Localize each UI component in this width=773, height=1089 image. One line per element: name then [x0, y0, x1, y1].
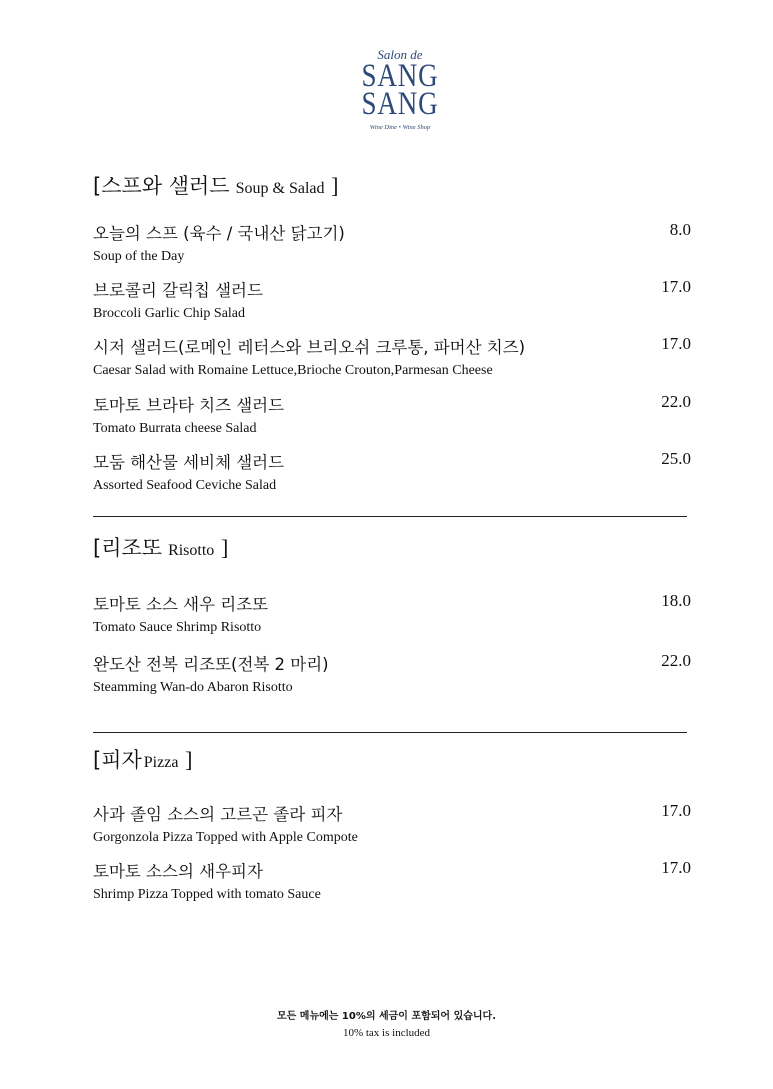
menu-item: [93, 801, 691, 846]
logo-line-1: SANG: [361, 58, 439, 94]
menu-item-name-ko: 완도산 전복 리조또(전복 2 마리): [93, 655, 329, 674]
menu-item-name-en: Tomato Burrata cheese Salad: [93, 421, 257, 436]
section-title-ko: [스프와 샐러드: [93, 174, 230, 198]
menu-item: [93, 392, 691, 437]
menu-item-name-en: Soup of the Day: [93, 249, 185, 264]
menu-item-name-en: Caesar Salad with Romaine Lettuce,Brioche Crouton,Parmesan Cheese: [93, 363, 493, 378]
menu-item: [93, 277, 691, 322]
section-title-pizza: [93, 744, 192, 774]
menu-item: [93, 591, 691, 636]
section-title-ko: [피자: [93, 748, 142, 772]
section-divider: [93, 732, 687, 733]
menu-item: [93, 449, 691, 494]
menu-item-price: 25.0: [661, 449, 691, 468]
menu-item-name-en: Shrimp Pizza Topped with tomato Sauce: [93, 887, 321, 902]
section-title-close: ]: [185, 747, 193, 772]
menu-item: [93, 220, 691, 265]
menu-item-price: 22.0: [661, 392, 691, 411]
section-title-soup-salad: [93, 170, 339, 200]
section-title-close: ]: [331, 173, 339, 198]
menu-item-name-ko: 시저 샐러드(로메인 레터스와 브리오쉬 크루통, 파머산 치즈): [93, 338, 526, 357]
logo-salon-de: Salon de: [377, 47, 423, 62]
menu-item-price: 22.0: [661, 651, 691, 670]
menu-item-name-ko: 모둠 해산물 세비체 샐러드: [93, 453, 285, 472]
menu-item: [93, 858, 691, 903]
footer-note-ko: 모든 메뉴에는 10%의 세금이 포함되어 있습니다.: [276, 1011, 497, 1022]
logo-tagline: Wine Dine • Wine Shop: [369, 124, 431, 131]
menu-item-name-ko: 브로콜리 갈릭칩 샐러드: [93, 281, 263, 300]
menu-item-price: 17.0: [661, 334, 691, 353]
footer-tax-note: [0, 1008, 773, 1042]
menu-item-name-en: Steamming Wan-do Abaron Risotto: [93, 680, 293, 695]
menu-item-name-ko: 토마토 소스 새우 리조또: [93, 595, 269, 614]
logo: [330, 48, 470, 131]
section-title-close: ]: [220, 535, 229, 560]
section-title-ko: [리조또: [93, 536, 163, 560]
menu-item-name-en: Gorgonzola Pizza Topped with Apple Compote: [93, 830, 358, 845]
menu-item-price: 17.0: [661, 858, 691, 877]
section-title-en: Soup & Salad: [235, 180, 325, 197]
section-title-en: Risotto: [168, 542, 215, 559]
footer-note-en: 10% tax is included: [342, 1027, 431, 1039]
menu-item-price: 18.0: [661, 591, 691, 610]
menu-item-name-ko: 토마토 소스의 새우피자: [93, 862, 263, 881]
logo-line-2: SANG: [361, 86, 439, 122]
menu-item-name-en: Assorted Seafood Ceviche Salad: [93, 478, 277, 493]
menu-item-name-en: Broccoli Garlic Chip Salad: [93, 306, 246, 321]
menu-item-name-en: Tomato Sauce Shrimp Risotto: [93, 620, 262, 635]
menu-item-name-ko: 오늘의 스프 (육수 / 국내산 닭고기): [93, 224, 345, 243]
menu-item: [93, 651, 691, 696]
menu-item-price: 8.0: [669, 220, 691, 239]
menu-item-price: 17.0: [661, 277, 691, 296]
section-title-risotto: [93, 532, 228, 562]
menu-item-price: 17.0: [661, 801, 691, 820]
menu-item: [93, 334, 691, 379]
menu-item-name-ko: 토마토 브라타 치즈 샐러드: [93, 396, 285, 415]
section-divider: [93, 516, 687, 517]
section-title-en: Pizza: [143, 754, 179, 771]
menu-item-name-ko: 사과 졸임 소스의 고르곤 졸라 피자: [93, 805, 343, 824]
